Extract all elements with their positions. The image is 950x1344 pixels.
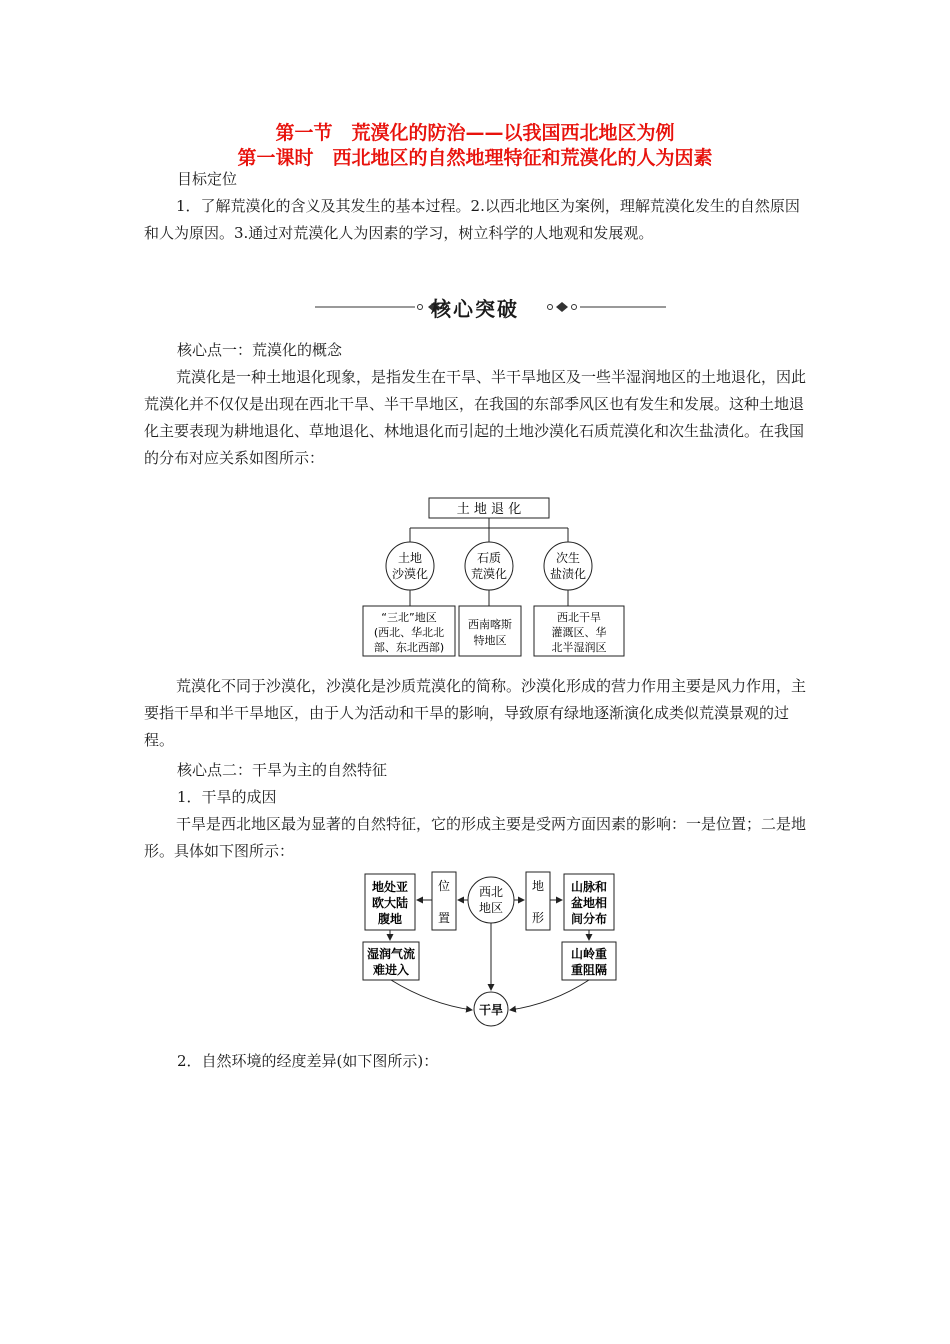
land-degradation-diagram xyxy=(355,492,640,662)
right-top-line-1: 山脉和 xyxy=(570,880,608,894)
type-circle-sand xyxy=(386,542,434,590)
title-line-1: 第一节 荒漠化的防治——以我国西北地区为例 xyxy=(275,122,675,144)
point2-para: 干旱是西北地区最为显著的自然特征，它的形成主要是受两方面因素的影响：一是位置；二是地形。具体如下图所示： xyxy=(144,815,807,860)
position-char-1: 位 xyxy=(437,879,451,893)
region-3-line-2: 灌溉区、华 xyxy=(551,626,607,639)
point2-heading: 核心点二：干旱为主的自然特征 xyxy=(177,761,388,779)
terrain-char-2: 形 xyxy=(531,911,545,925)
left-top-line-3: 腹地 xyxy=(377,912,403,926)
region-2-line-2: 特地区 xyxy=(473,634,507,647)
result-label: 干旱 xyxy=(478,1003,504,1017)
point1-para2: 荒漠化不同于沙漠化，沙漠化是沙质荒漠化的简称。沙漠化形成的营力作用主要是风力作用，主要指干旱和半干旱地区，由于人为活动和干旱的影响，导致原有绿地逐渐演化成类似荒漠景观的过程。 xyxy=(144,677,807,749)
region-3-line-3: 北半湿润区 xyxy=(551,641,607,654)
section-title: 核心突破 xyxy=(431,297,519,321)
drought-causes-diagram xyxy=(360,868,622,1028)
region-1-line-2: (西北、华北北 xyxy=(373,626,445,639)
point1-heading: 核心点一：荒漠化的概念 xyxy=(177,341,343,359)
region-3-line-1: 西北干旱 xyxy=(557,611,601,624)
right-bottom-line-1: 山岭重 xyxy=(570,947,608,961)
root-label: 土 地 退 化 xyxy=(456,502,522,517)
region-2-line-1: 西南喀斯 xyxy=(468,618,512,631)
type-circle-rock xyxy=(465,542,513,590)
type-circle-salt xyxy=(544,542,592,590)
goal-heading: 目标定位 xyxy=(177,170,238,188)
type-1-line-2: 沙漠化 xyxy=(391,567,429,581)
left-top-line-2: 欧大陆 xyxy=(371,896,409,910)
point2-sub1: 1．干旱的成因 xyxy=(177,788,277,806)
center-circle xyxy=(468,877,514,923)
right-top-line-2: 盆地相 xyxy=(570,896,608,910)
center-line-2: 地区 xyxy=(478,901,504,915)
type-3-line-2: 盐渍化 xyxy=(549,567,587,581)
terrain-char-1: 地 xyxy=(531,879,545,893)
position-char-2: 置 xyxy=(437,911,451,925)
center-line-1: 西北 xyxy=(478,885,504,899)
region-1-line-1: “三北”地区 xyxy=(381,611,437,624)
point2-sub2: 2．自然环境的经度差异(如下图所示)： xyxy=(177,1052,439,1070)
right-top-line-3: 间分布 xyxy=(570,912,608,926)
right-bottom-line-2: 重阻隔 xyxy=(570,963,608,977)
left-top-line-1: 地处亚 xyxy=(371,880,409,894)
type-2-line-2: 荒漠化 xyxy=(470,567,508,581)
point1-para1: 荒漠化是一种土地退化现象，是指发生在干旱、半干旱地区及一些半湿润地区的土地退化，因此荒漠化并不仅仅是出现在西北干旱、半干旱地区，在我国的东部季风区也有发生和发展。这种土地退化主要表现为耕地退化、草地退化、林地退化而引起的土地沙漠化石质荒漠化和次生盐渍化。在我国的分布对应关系如图所示： xyxy=(144,368,807,467)
left-bottom-line-2: 难进入 xyxy=(372,963,410,977)
type-2-line-1: 石质 xyxy=(476,551,502,565)
type-3-line-1: 次生 xyxy=(555,551,581,565)
goal-text: 1．了解荒漠化的含义及其发生的基本过程。2.以西北地区为案例，理解荒漠化发生的自然原因和人为原因。3.通过对荒漠化人为因素的学习，树立科学的人地观和发展观。 xyxy=(144,197,800,242)
type-1-line-1: 土地 xyxy=(397,551,423,565)
title-line-2: 第一课时 西北地区的自然地理特征和荒漠化的人为因素 xyxy=(237,147,713,169)
region-1-line-3: 部、东北西部) xyxy=(373,641,445,654)
region-box-2 xyxy=(459,606,521,656)
left-bottom-line-1: 湿润气流 xyxy=(366,947,416,961)
